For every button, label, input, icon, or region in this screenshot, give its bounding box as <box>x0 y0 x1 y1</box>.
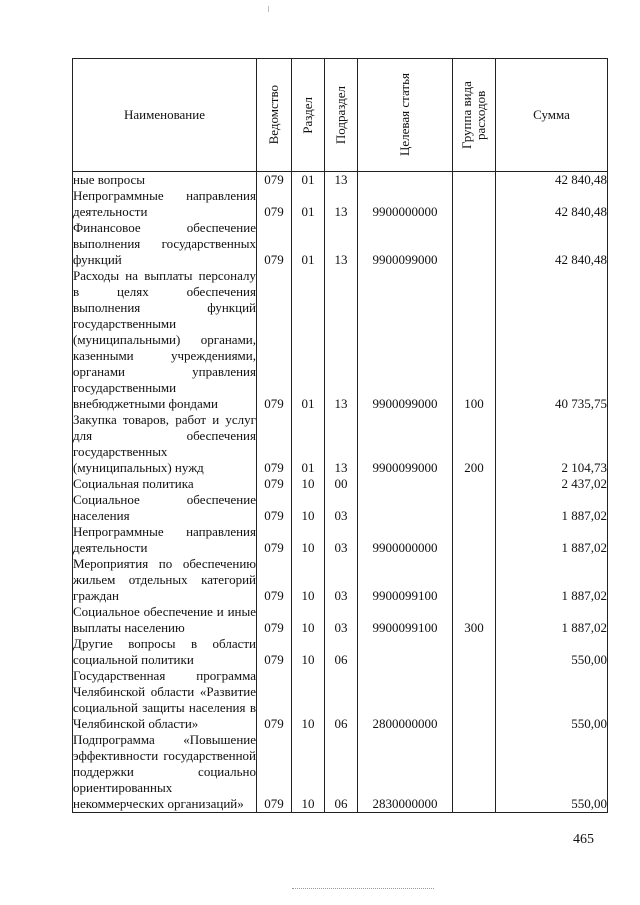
cell-razdel: 10 <box>292 492 325 524</box>
cell-razdel: 10 <box>292 668 325 732</box>
cell-name: Социальное обеспечение и иные выплаты населению <box>73 604 256 635</box>
table-row <box>73 412 608 476</box>
cell-celevaya <box>358 476 453 492</box>
cell-summa: 42 840,48 <box>496 188 608 220</box>
cell-razdel: 10 <box>292 604 325 636</box>
header-gruppa <box>453 59 496 172</box>
table-row <box>73 172 608 189</box>
cell-razdel: 10 <box>292 732 325 813</box>
cell-podrazdel: 06 <box>325 668 358 732</box>
cell-name: Расходы на выплаты персоналу в целях обеспечения выполнения функций государственными (муниципальными) органами, казенными учреждениями, органами управления государственными внебюджетными фондами <box>73 268 256 411</box>
cell-gruppa: 100 <box>453 268 496 412</box>
cell-vedomstvo: 079 <box>257 492 292 524</box>
table-row <box>73 220 608 268</box>
cell-name: Непрограммные направления деятельности <box>73 188 256 219</box>
cell-vedomstvo: 079 <box>257 476 292 492</box>
cell-razdel: 10 <box>292 476 325 492</box>
header-name-label: Наименование <box>124 107 205 122</box>
cell-name: Социальная политика <box>73 476 257 492</box>
cell-name: Государственная программа Челябинской области «Развитие социальной защиты населения в Челябинской области» <box>73 668 256 731</box>
cell-razdel: 10 <box>292 524 325 556</box>
table-row <box>73 476 608 492</box>
cell-gruppa: 300 <box>453 604 496 636</box>
cell-name: Финансовое обеспечение выполнения государственных функций <box>73 220 256 267</box>
cell-summa: 550,00 <box>496 668 608 732</box>
cell-summa: 40 735,75 <box>496 268 608 412</box>
budget-table <box>72 58 608 813</box>
cell-summa: 2 437,02 <box>496 476 608 492</box>
cell-podrazdel: 06 <box>325 636 358 668</box>
cell-podrazdel: 06 <box>325 732 358 813</box>
cell-podrazdel: 13 <box>325 220 358 268</box>
header-gruppa-label: Группа вида расходов <box>459 81 488 149</box>
cell-gruppa <box>453 188 496 220</box>
cell-summa: 550,00 <box>496 732 608 813</box>
cell-razdel: 10 <box>292 636 325 668</box>
cell-gruppa: 200 <box>453 412 496 476</box>
table-row <box>73 636 608 668</box>
cell-summa: 1 887,02 <box>496 604 608 636</box>
cell-podrazdel: 13 <box>325 172 358 189</box>
cell-razdel: 01 <box>292 220 325 268</box>
table-row <box>73 492 608 524</box>
header-name <box>73 59 257 172</box>
cell-vedomstvo: 079 <box>257 412 292 476</box>
cell-vedomstvo: 079 <box>257 604 292 636</box>
cell-name: Другие вопросы в области социальной политики <box>73 636 256 667</box>
cell-celevaya <box>358 636 453 668</box>
scan-artifact <box>292 888 434 891</box>
table-row <box>73 524 608 556</box>
cell-razdel: 01 <box>292 172 325 189</box>
cell-vedomstvo: 079 <box>257 268 292 412</box>
header-razdel-label: Раздел <box>300 96 315 134</box>
cell-vedomstvo: 079 <box>257 524 292 556</box>
cell-celevaya: 9900099000 <box>358 412 453 476</box>
table-row <box>73 604 608 636</box>
table-row <box>73 268 608 412</box>
header-razdel <box>292 59 325 172</box>
cell-gruppa <box>453 636 496 668</box>
cell-gruppa <box>453 220 496 268</box>
cell-podrazdel: 13 <box>325 188 358 220</box>
cell-name: Социальное обеспечение населения <box>73 492 256 523</box>
cell-gruppa <box>453 476 496 492</box>
cell-razdel: 10 <box>292 556 325 604</box>
table-row <box>73 556 608 604</box>
header-celevaya-label: Целевая статья <box>397 73 412 157</box>
page-number: 465 <box>573 832 594 847</box>
cell-celevaya: 9900000000 <box>358 188 453 220</box>
cell-podrazdel: 00 <box>325 476 358 492</box>
cell-razdel: 01 <box>292 188 325 220</box>
cell-name: Мероприятия по обеспечению жильем отдельных категорий граждан <box>73 556 256 603</box>
cell-gruppa <box>453 732 496 813</box>
cell-summa: 1 887,02 <box>496 524 608 556</box>
cell-gruppa <box>453 556 496 604</box>
cell-vedomstvo: 079 <box>257 220 292 268</box>
cell-razdel: 01 <box>292 268 325 412</box>
cell-summa: 1 887,02 <box>496 492 608 524</box>
cell-vedomstvo: 079 <box>257 172 292 189</box>
scan-mark <box>268 6 269 12</box>
cell-celevaya: 2800000000 <box>358 668 453 732</box>
cell-summa: 2 104,73 <box>496 412 608 476</box>
cell-name: Непрограммные направления деятельности <box>73 524 256 555</box>
cell-vedomstvo: 079 <box>257 732 292 813</box>
table-body <box>73 172 608 813</box>
table-header-row <box>73 59 608 172</box>
cell-gruppa <box>453 524 496 556</box>
cell-razdel: 01 <box>292 412 325 476</box>
cell-celevaya: 9900099000 <box>358 220 453 268</box>
table-row <box>73 668 608 732</box>
cell-celevaya: 9900000000 <box>358 524 453 556</box>
cell-summa: 42 840,48 <box>496 220 608 268</box>
cell-podrazdel: 03 <box>325 524 358 556</box>
cell-summa: 42 840,48 <box>496 172 608 189</box>
cell-summa: 550,00 <box>496 636 608 668</box>
cell-name: Подпрограмма «Повышение эффективности государственной поддержки социально ориентированных некоммерческих организаций» <box>73 732 256 811</box>
cell-vedomstvo: 079 <box>257 668 292 732</box>
cell-name: ные вопросы <box>73 172 257 189</box>
cell-vedomstvo: 079 <box>257 636 292 668</box>
header-podrazdel-label: Подраздел <box>333 85 348 145</box>
cell-name: Закупка товаров, работ и услуг для обеспечения государственных (муниципальных) нужд <box>73 412 256 475</box>
cell-podrazdel: 13 <box>325 412 358 476</box>
cell-summa: 1 887,02 <box>496 556 608 604</box>
cell-podrazdel: 13 <box>325 268 358 412</box>
cell-podrazdel: 03 <box>325 492 358 524</box>
header-podrazdel <box>325 59 358 172</box>
cell-celevaya: 9900099100 <box>358 556 453 604</box>
cell-gruppa <box>453 668 496 732</box>
cell-vedomstvo: 079 <box>257 188 292 220</box>
cell-celevaya <box>358 172 453 189</box>
header-celevaya <box>358 59 453 172</box>
cell-celevaya: 9900099000 <box>358 268 453 412</box>
cell-celevaya: 2830000000 <box>358 732 453 813</box>
header-vedomstvo <box>257 59 292 172</box>
header-summa-label: Сумма <box>533 107 570 122</box>
cell-vedomstvo: 079 <box>257 556 292 604</box>
cell-podrazdel: 03 <box>325 604 358 636</box>
cell-celevaya <box>358 492 453 524</box>
table-row <box>73 732 608 813</box>
header-vedomstvo-label: Ведомство <box>266 85 281 145</box>
header-summa <box>496 59 608 172</box>
cell-gruppa <box>453 172 496 189</box>
cell-celevaya: 9900099100 <box>358 604 453 636</box>
table-row <box>73 188 608 220</box>
cell-podrazdel: 03 <box>325 556 358 604</box>
cell-gruppa <box>453 492 496 524</box>
